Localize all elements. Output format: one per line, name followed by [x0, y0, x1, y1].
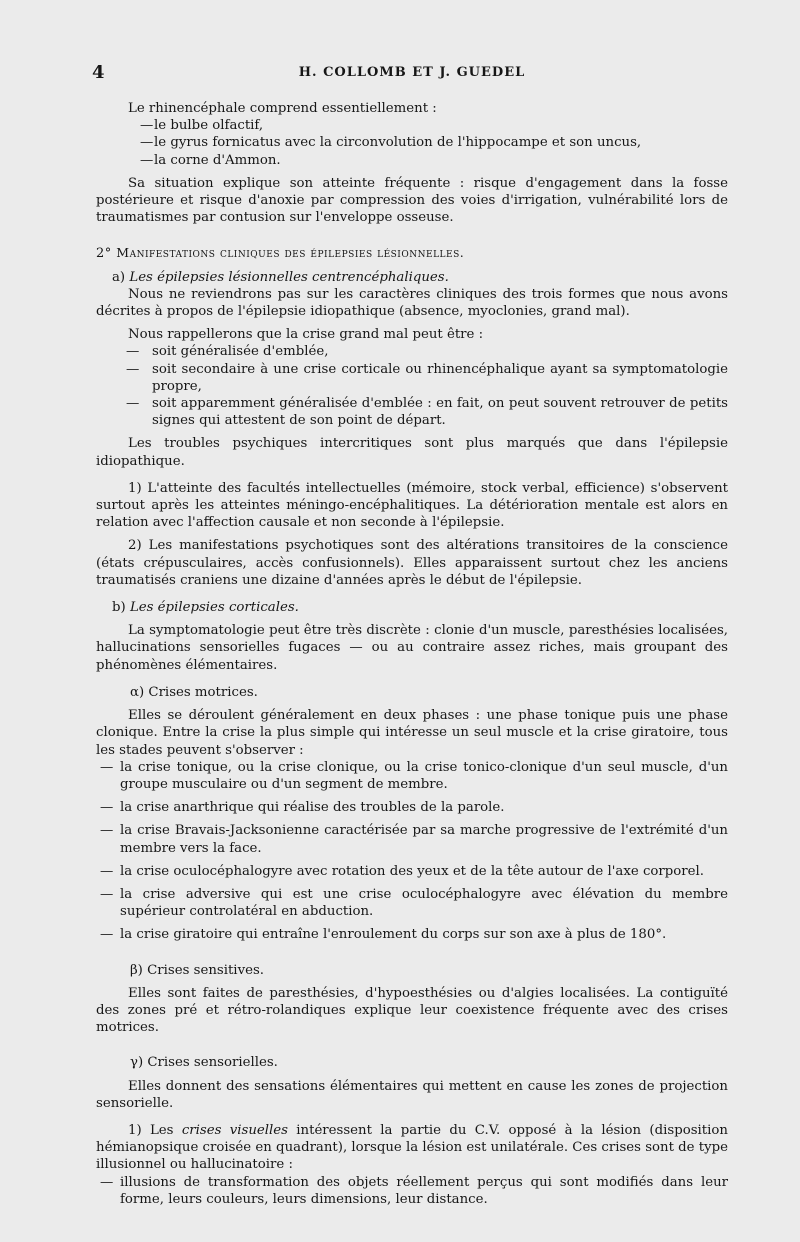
list-item: — soit apparemment généralisée d'emblée : en fait, on peut souvent retrouver de petits signes qui attestent de son point de départ. [126, 396, 728, 429]
page-header [92, 62, 732, 86]
list-item: — la crise Bravais-Jacksonienne caractérisée par sa marche progressive de l'extrémité d'un membre vers la face. [100, 823, 728, 856]
intro-item: — le bulbe olfactif, [140, 118, 264, 134]
paragraph: Les troubles psychiques intercritiques sont plus marqués que dans l'épilepsie idiopathique. [96, 436, 728, 469]
alpha-heading: α) Crises motrices. [130, 684, 258, 700]
list-item: — la crise adversive qui est une crise oculocéphalogyre avec élévation du membre supérieur controlatéral en abduction. [100, 886, 728, 920]
list-item: — soit généralisée d'emblée, [126, 344, 329, 360]
list-item: — la crise anarthrique qui réalise des troubles de la parole. [100, 800, 505, 816]
beta-heading: β) Crises sensitives. [130, 962, 264, 978]
paragraph: Elles donnent des sensations élémentaires qui mettent en cause les zones de projection sensorielle. [96, 1078, 728, 1111]
paragraph: Nous rappellerons que la crise grand mal peut être : [128, 327, 484, 343]
paragraph: Nous ne reviendrons pas sur les caractères cliniques des trois formes que nous avons décrites à propos de l'épilepsie idiopathique (absence, myoclonies, grand mal). [96, 286, 728, 320]
numbered-paragraph: 1) L'atteinte des facultés intellectuelles (mémoire, stock verbal, efficience) s'observent surtout après les atteintes méningo-encéphalitiques. La détérioration mentale est alors en relation avec l'affection causale et non seconde à l'épilepsie. [96, 480, 728, 531]
numbered-paragraph: 1) Les crises visuelles intéressent la partie du C.V. opposé à la lésion (disposition hémianopsique croisée en quadrant), lorsque la lésion est unilatérale. Ces crises sont de type illusionnel ou hallucinatoire : [96, 1122, 729, 1173]
paragraph: La symptomatologie peut être très discrète : clonie d'un muscle, paresthésies localisées, hallucinations sensorielles fugaces — ou au contraire assez riches, mais groupant des phénomènes élémentaires. [96, 623, 728, 673]
paragraph: Elles se déroulent généralement en deux phases : une phase tonique puis une phase clonique. Entre la crise la plus simple qui intéresse un seul muscle et la crise giratoire, tous les stades peuvent s'observer : [96, 708, 728, 758]
intro-situation: Sa situation explique son atteinte fréquente : risque d'engagement dans la fosse postérieure et risque d'anoxie par compression des voies d'irrigation, vulnérabilité lors de traumatismes par contusion sur l'enveloppe osseuse. [96, 175, 728, 226]
list-item: — illusions de transformation des objets réellement perçus qui sont modifiés dans leur forme, leurs couleurs, leurs dimensions, leur distance. [100, 1174, 728, 1207]
paragraph: Elles sont faites de paresthésies, d'hypoesthésies ou d'algies localisées. La contiguïté des zones pré et rétro-rolandiques explique leur coexistence fréquente avec des crises motrices. [96, 985, 728, 1036]
gamma-heading: γ) Crises sensorielles. [130, 1055, 278, 1071]
running-head: H. COLLOMB ET J. GUEDEL [298, 65, 526, 80]
list-item: — la crise giratoire qui entraîne l'enroulement du corps sur son axe à plus de 180°. [100, 927, 667, 943]
intro-lead: Le rhinencéphale comprend essentiellement : [128, 101, 437, 116]
section-heading: 2° Manifestations cliniques des épilepsies lésionnelles. [96, 245, 465, 262]
subsection-heading-b: b) Les épilepsies corticales. [112, 600, 299, 616]
page-number: 4 [92, 62, 105, 83]
intro-item: — le gyrus fornicatus avec la circonvolution de l'hippocampe et son uncus, [140, 135, 642, 151]
subsection-heading-a: a) Les épilepsies lésionnelles centrencéphaliques. [112, 269, 449, 285]
intro-item: — la corne d'Ammon. [140, 152, 281, 168]
body-text [96, 100, 728, 1208]
list-item: — la crise tonique, ou la crise clonique, ou la crise tonico-clonique d'un seul muscle, d'un groupe musculaire ou d'un segment de membre. [100, 759, 728, 792]
list-item: — la crise oculocéphalogyre avec rotation des yeux et de la tête autour de l'axe corporel. [100, 863, 704, 879]
list-item: — soit secondaire à une crise corticale ou rhinencéphalique ayant sa symptomatologie propre, [126, 361, 728, 394]
numbered-paragraph: 2) Les manifestations psychotiques sont des altérations transitoires de la conscience (états crépusculaires, accès confusionnels). Elles apparaissent surtout chez les anciens traumatisés craniens une dizaine d'années après le début de l'épilepsie. [96, 538, 728, 588]
